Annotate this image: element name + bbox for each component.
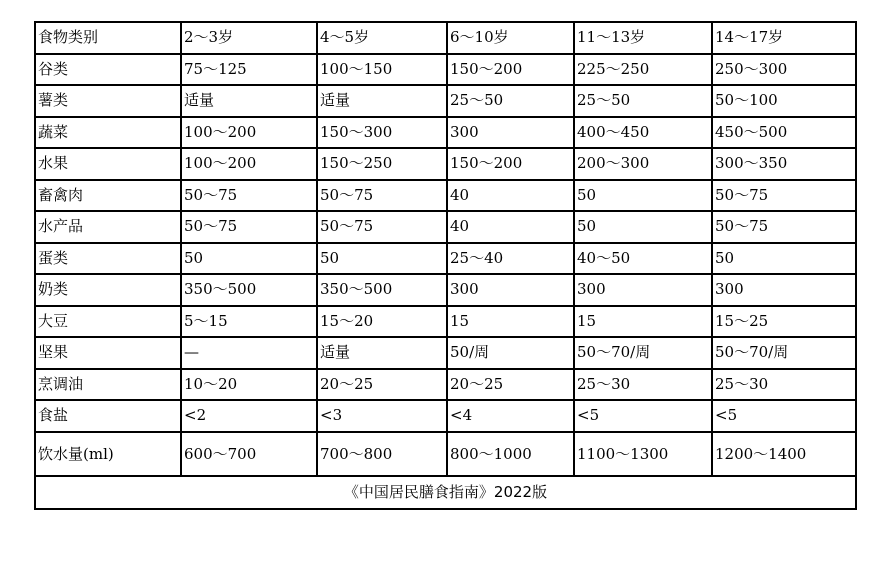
table-cell: 150～200 [447,54,574,86]
table-cell: 50～70/周 [712,337,856,369]
header-cell: 4～5岁 [317,22,447,54]
table-cell: 300 [447,117,574,149]
table-cell: — [181,337,317,369]
table-cell: 5～15 [181,306,317,338]
table-cell: 15～25 [712,306,856,338]
table-row [35,306,856,338]
table-cell: <4 [447,400,574,432]
food-category-cell: 食盐 [35,400,181,432]
food-category-cell: 蛋类 [35,243,181,275]
table-cell: 150～200 [447,148,574,180]
table-cell: 700～800 [317,432,447,476]
table-row [35,274,856,306]
table-cell: 300 [574,274,712,306]
table-cell: 350～500 [181,274,317,306]
table-cell: 100～200 [181,117,317,149]
table-cell: 300 [447,274,574,306]
table-cell: <2 [181,400,317,432]
header-cell: 2～3岁 [181,22,317,54]
header-cell: 14～17岁 [712,22,856,54]
food-category-cell: 谷类 [35,54,181,86]
table-row [35,211,856,243]
table-cell: 40 [447,180,574,212]
table-row [35,54,856,86]
food-category-cell: 大豆 [35,306,181,338]
table-row [35,369,856,401]
dietary-guidelines-table [34,21,857,510]
table-cell: <3 [317,400,447,432]
table-cell: 适量 [317,337,447,369]
table-cell: 75～125 [181,54,317,86]
table-cell: 50～75 [317,180,447,212]
food-category-cell: 饮水量(ml) [35,432,181,476]
table-cell: 25～40 [447,243,574,275]
table-row [35,400,856,432]
table-cell: 250～300 [712,54,856,86]
table-cell: 100～150 [317,54,447,86]
table-cell: 适量 [181,85,317,117]
table-cell: 50～100 [712,85,856,117]
table-cell: 50 [712,243,856,275]
table-cell: 1200～1400 [712,432,856,476]
table-cell: 100～200 [181,148,317,180]
table-cell: 150～250 [317,148,447,180]
table-container [34,21,855,510]
table-cell: 50 [574,211,712,243]
table-cell: 300～350 [712,148,856,180]
table-cell: 150～300 [317,117,447,149]
table-cell: 50～75 [712,211,856,243]
table-cell: 50 [317,243,447,275]
table-cell: 20～25 [447,369,574,401]
table-cell: 350～500 [317,274,447,306]
table-cell: 40 [447,211,574,243]
food-category-cell: 奶类 [35,274,181,306]
table-cell: 50 [574,180,712,212]
food-category-cell: 蔬菜 [35,117,181,149]
table-cell: 50/周 [447,337,574,369]
table-cell: <5 [574,400,712,432]
food-category-cell: 畜禽肉 [35,180,181,212]
table-cell: 40～50 [574,243,712,275]
table-cell: 20～25 [317,369,447,401]
table-cell: 50～70/周 [574,337,712,369]
header-cell: 食物类别 [35,22,181,54]
table-cell: 25～50 [447,85,574,117]
table-row [35,337,856,369]
table-cell: 300 [712,274,856,306]
table-cell: 600～700 [181,432,317,476]
table-cell: 50～75 [317,211,447,243]
food-category-cell: 薯类 [35,85,181,117]
table-cell: 400～450 [574,117,712,149]
header-row [35,22,856,54]
table-row [35,117,856,149]
source-caption: 《中国居民膳食指南》2022版 [35,476,856,509]
table-cell: 25～30 [574,369,712,401]
table-cell: 50～75 [712,180,856,212]
table-row [35,148,856,180]
header-cell: 11～13岁 [574,22,712,54]
table-cell: 25～50 [574,85,712,117]
table-cell: 50～75 [181,211,317,243]
header-cell: 6～10岁 [447,22,574,54]
food-category-cell: 水产品 [35,211,181,243]
table-cell: 适量 [317,85,447,117]
table-cell: 200～300 [574,148,712,180]
table-cell: 15 [447,306,574,338]
footer-row [35,476,856,509]
table-row [35,180,856,212]
table-cell: 50 [181,243,317,275]
table-cell: 1100～1300 [574,432,712,476]
table-cell: 15 [574,306,712,338]
table-cell: 10～20 [181,369,317,401]
table-cell: 15～20 [317,306,447,338]
table-row [35,85,856,117]
table-cell: 50～75 [181,180,317,212]
table-cell: <5 [712,400,856,432]
food-category-cell: 水果 [35,148,181,180]
table-row [35,243,856,275]
food-category-cell: 坚果 [35,337,181,369]
table-cell: 450～500 [712,117,856,149]
table-cell: 25～30 [712,369,856,401]
table-row [35,432,856,476]
table-cell: 800～1000 [447,432,574,476]
table-cell: 225～250 [574,54,712,86]
food-category-cell: 烹调油 [35,369,181,401]
